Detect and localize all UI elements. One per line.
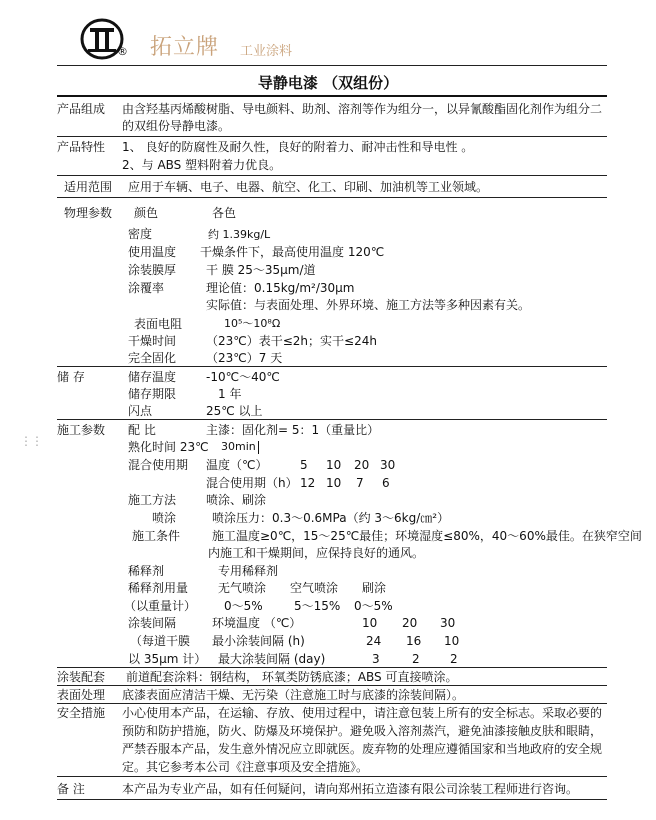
flash-label: 闪点 [128,404,153,418]
mature-label: 熟化时间 23℃ [128,440,209,454]
storage-label: 储 存 [57,370,85,384]
composition-line2: 的双组份导静电漆。 [122,119,231,133]
safety-line3: 严禁吞服本产品，发生意外情况应立即就医。废弃物的处理应遵循国家和当地政府的安全规 [122,742,603,756]
density-value: 约 1.39kg/L [208,228,271,241]
dilution-header: 无气喷涂 [218,581,267,595]
film-value: 干 膜 25～35μm/道 [206,263,316,277]
thinner-label: 稀释剂 [128,564,165,578]
safety-line4: 定。其它参考本公司《注意事项及安全措施》。 [122,760,369,774]
interval-min-label: 最小涂装间隔 (h) [212,634,305,648]
potlife-temp-cell: 30 [380,458,396,472]
potlife-temp-cell: 10 [326,458,342,472]
potlife-time-cell: 12 [300,476,316,490]
surface-label: 表面处理 [57,688,106,702]
safety-label: 安全措施 [57,706,106,720]
text-cursor [258,441,259,454]
potlife-time-cell: 10 [326,476,342,490]
potlife-temp-cell: 5 [300,458,308,472]
dilution-value: 0～5% [354,599,393,613]
temp-value: 干燥条件下，最高使用温度 120℃ [200,245,385,259]
cure-value: （23℃）7 天 [206,351,283,365]
matching-text: 前道配套涂料：钢结构， 环氧类防锈底漆；ABS 可直接喷涂。 [126,670,458,684]
dilution-value: 5～15% [294,599,341,613]
features-label: 产品特性 [57,140,106,154]
storage-period-value: 1 年 [218,387,242,401]
brand-name: 拓立牌 [150,35,220,60]
interval-label: 涂装间隔 [128,616,177,630]
rule [57,136,607,137]
ratio-label: 配 比 [128,423,156,437]
potlife-time-label: 混合使用期（h） [206,476,298,490]
interval-min-cell: 24 [366,634,382,648]
title-rule [57,95,607,97]
interval-max-label: 最大涂装间隔 (day) [218,652,326,666]
interval-max-cell: 2 [412,652,420,666]
potlife-time-cell: 6 [382,476,390,490]
mature-value: 30min [221,440,256,453]
interval-sub1: （每道干膜 [130,634,191,648]
dilution-sub: （以重量计） [124,599,197,613]
rule [57,799,607,800]
header-rule [57,65,607,66]
brand-subtitle: 工业涂料 [240,44,293,59]
interval-max-cell: 3 [372,652,380,666]
flash-value: 25℃ 以上 [206,404,263,418]
film-label: 涂装膜厚 [128,263,177,277]
spray-value: 喷涂压力：0.3～0.6MPa（约 3～6kg/㎝²） [212,511,450,525]
scope-label: 适用范围 [64,180,113,194]
registered-mark: ® [117,45,128,58]
interval-temp-cell: 10 [362,616,378,630]
spray-label: 喷涂 [152,511,177,525]
conditions-label: 施工条件 [132,529,181,543]
dilution-value: 0～5% [224,599,263,613]
rule [57,419,607,420]
method-label: 施工方法 [128,493,177,507]
resistance-label: 表面电阻 [134,317,183,331]
surface-text: 底漆表面应清洁干燥、无污染（注意施工时与底漆的涂装间隔）。 [122,688,465,702]
potlife-label: 混合使用期 [128,458,189,472]
features-line2: 2、与 ABS 塑料附着力优良。 [122,158,282,172]
rule [57,366,607,367]
potlife-time-cell: 7 [356,476,364,490]
temp-label: 使用温度 [128,245,177,259]
dilution-header: 刷涂 [362,581,387,595]
scope-text: 应用于车辆、电子、电器、航空、化工、印刷、加油机等工业领域。 [128,180,489,194]
rule [57,685,607,686]
physical-label: 物理参数 [64,206,113,220]
thinner-value: 专用稀释剂 [218,564,279,578]
rule [57,197,607,198]
conditions-line1: 施工温度≥0℃，15～25℃最佳；环境湿度≤80%，40～60%最佳。在狭窄空间 [212,529,642,543]
dilution-label: 稀释剂用量 [128,581,189,595]
matching-label: 涂装配套 [57,670,106,684]
color-value: 各色 [212,206,237,220]
density-label: 密度 [128,227,153,241]
method-value: 喷涂、刷涂 [206,493,267,507]
storage-temp-label: 储存温度 [128,370,177,384]
interval-max-cell: 2 [450,652,458,666]
remarks-text: 本产品为专业产品，如有任何疑问，请向郑州拓立造漆有限公司涂装工程师进行咨询。 [122,782,579,796]
rule [57,175,607,176]
storage-temp-value: -10℃～40℃ [206,370,280,384]
dilution-header: 空气喷涂 [290,581,339,595]
interval-temp-cell: 20 [402,616,418,630]
interval-temp-label-text: 环境温度 （℃） [212,616,302,630]
storage-period-label: 储存期限 [128,387,177,401]
composition-line1: 由含羟基丙烯酸树脂、导电颜料、助剂、溶剂等作为组分一，以异氰酸酯固化剂作为组分二 [122,102,603,116]
rule [57,776,607,777]
application-label: 施工参数 [57,423,106,437]
interval-sub2: 以 35μm 计） [128,652,207,666]
mature-value-field[interactable] [221,439,259,454]
drag-handle-icon[interactable]: ⋮⋮ [20,434,42,448]
rule [57,703,607,704]
composition-label: 产品组成 [57,102,106,116]
potlife-temp-cell: 20 [354,458,370,472]
rule [57,667,607,668]
coverage-theory: 理论值：0.15kg/m²/30μm [206,281,355,295]
potlife-temp-label: 温度（℃） [206,458,268,472]
resistance-value: 10⁵～10⁸Ω [224,317,281,330]
remarks-label: 备 注 [57,782,85,796]
features-line1: 1、 良好的防腐性及耐久性，良好的附着力、耐冲击性和导电性 。 [122,140,474,154]
safety-line1: 小心使用本产品，在运输、存放、使用过程中，请注意包装上所有的安全标志。采取必要的 [122,706,603,720]
coverage-label: 涂覆率 [128,281,165,295]
coverage-actual: 实际值：与表面处理、外界环境、施工方法等多种因素有关。 [206,298,531,312]
interval-min-cell: 10 [444,634,460,648]
color-label: 颜色 [134,206,159,220]
page-title: 导静电漆 （双组份） [257,74,399,92]
interval-temp-cell: 30 [440,616,456,630]
dry-value: （23℃）表干≤2h；实干≤24h [206,334,377,348]
cure-label: 完全固化 [128,351,177,365]
dry-label: 干燥时间 [128,334,177,348]
conditions-line2: 内施工和干燥期间，应保持良好的通风。 [208,546,425,560]
interval-min-cell: 16 [406,634,422,648]
safety-line2: 预防和防护措施，防火、防爆及环境保护。避免吸入溶剂蒸汽，避免油漆接触皮肤和眼睛， [122,724,603,738]
ratio-value: 主漆：固化剂= 5：1（重量比） [206,423,380,437]
